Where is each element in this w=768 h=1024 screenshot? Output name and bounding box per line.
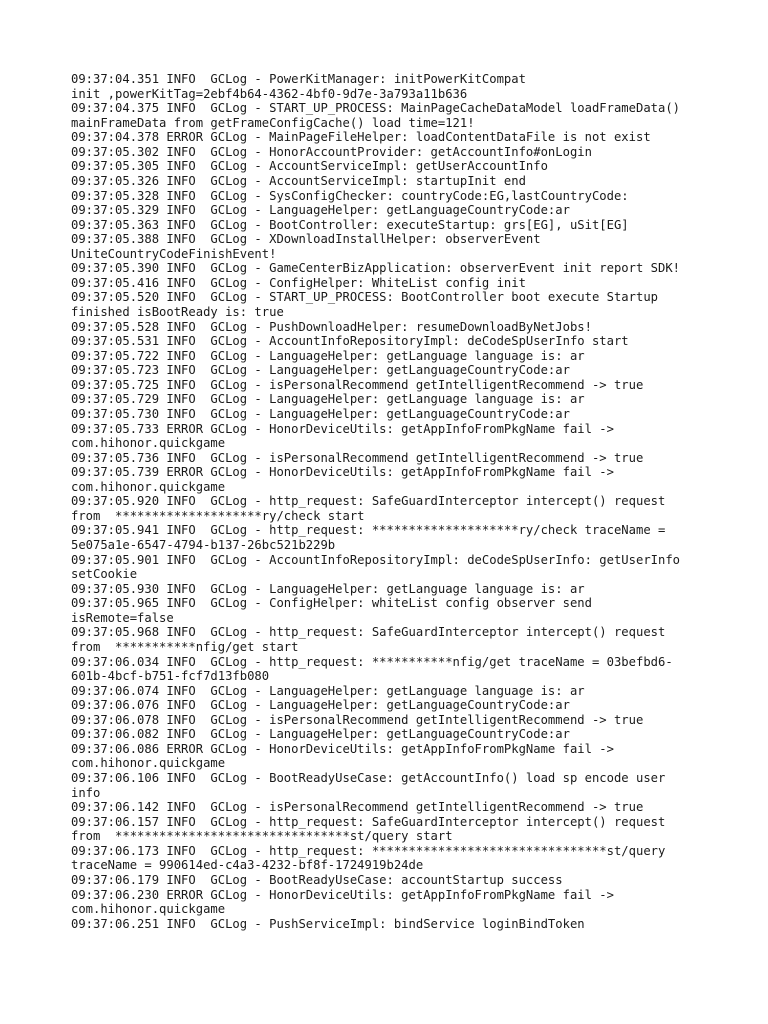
- log-line: 09:37:05.968 INFO GCLog - http_request: SafeGuardInterceptor intercept() request: [71, 625, 666, 640]
- log-line: 09:37:05.531 INFO GCLog - AccountInfoRepositoryImpl: deCodeSpUserInfo start: [71, 334, 629, 349]
- log-line: 09:37:05.302 INFO GCLog - HonorAccountProvider: getAccountInfo#onLogin: [71, 144, 592, 159]
- log-line: 09:37:06.076 INFO GCLog - LanguageHelper: getLanguageCountryCode:ar: [71, 698, 570, 713]
- log-line: 09:37:06.082 INFO GCLog - LanguageHelper: getLanguageCountryCode:ar: [71, 727, 570, 742]
- log-line: 09:37:06.078 INFO GCLog - isPersonalRecommend getIntelligentRecommend -> true: [71, 712, 644, 727]
- log-line: finished isBootReady is: true: [71, 305, 284, 319]
- log-line: 09:37:05.920 INFO GCLog - http_request: SafeGuardInterceptor intercept() request: [71, 494, 666, 509]
- log-line: UniteCountryCodeFinishEvent!: [71, 246, 277, 261]
- log-line: 09:37:05.723 INFO GCLog - LanguageHelper: getLanguageCountryCode:ar: [71, 363, 570, 378]
- log-line: info: [71, 785, 101, 800]
- log-line: from ********************************st/query start: [71, 829, 453, 844]
- log-line: isRemote=false: [71, 610, 174, 625]
- log-line: 09:37:05.725 INFO GCLog - isPersonalRecommend getIntelligentRecommend -> true: [71, 377, 644, 392]
- log-line: 09:37:04.378 ERROR GCLog - MainPageFileHelper: loadContentDataFile is not exist: [71, 130, 651, 145]
- log-line: 09:37:05.528 INFO GCLog - PushDownloadHelper: resumeDownloadByNetJobs!: [71, 319, 592, 334]
- log-line: 09:37:05.930 INFO GCLog - LanguageHelper: getLanguage language is: ar: [71, 581, 585, 596]
- log-line: 09:37:06.173 INFO GCLog - http_request: ********************************st/query: [71, 843, 666, 858]
- log-line: 09:37:05.328 INFO GCLog - SysConfigChecker: countryCode:EG,lastCountryCode:: [71, 188, 629, 203]
- log-line: 09:37:05.388 INFO GCLog - XDownloadInstallHelper: observerEvent: [71, 232, 541, 247]
- log-line: traceName = 990614ed-c4a3-4232-bf8f-1724919b24de: [71, 858, 424, 873]
- log-line: 09:37:05.730 INFO GCLog - LanguageHelper: getLanguageCountryCode:ar: [71, 406, 570, 421]
- log-line: 09:37:06.251 INFO GCLog - PushServiceImpl: bindService loginBindToken: [71, 916, 585, 931]
- log-line: 09:37:06.142 INFO GCLog - isPersonalRecommend getIntelligentRecommend -> true: [71, 800, 644, 815]
- log-line: 09:37:06.034 INFO GCLog - http_request: ***********nfig/get traceName = 03befbd6-: [71, 654, 673, 669]
- log-line: 09:37:05.416 INFO GCLog - ConfigHelper: WhiteList config init: [71, 275, 526, 290]
- log-line: from ********************ry/check start: [71, 508, 365, 523]
- log-line: 5e075a1e-6547-4794-b137-26bc521b229b: [71, 538, 336, 552]
- log-line: 09:37:05.729 INFO GCLog - LanguageHelper: getLanguage language is: ar: [71, 392, 585, 407]
- log-line: 09:37:05.941 INFO GCLog - http_request: ********************ry/check traceName =: [71, 523, 666, 538]
- log-line: 09:37:05.965 INFO GCLog - ConfigHelper: whiteList config observer send: [71, 596, 592, 611]
- log-line: 09:37:06.086 ERROR GCLog - HonorDeviceUtils: getAppInfoFromPkgName fail ->: [71, 741, 614, 756]
- log-line: 09:37:05.305 INFO GCLog - AccountServiceImpl: getUserAccountInfo: [71, 159, 548, 174]
- log-line: 09:37:04.375 INFO GCLog - START_UP_PROCESS: MainPageCacheDataModel loadFrameData(): [71, 101, 681, 116]
- log-line: setCookie: [71, 567, 138, 582]
- log-line: 09:37:05.901 INFO GCLog - AccountInfoRepositoryImpl: deCodeSpUserInfo: getUserInfo: [71, 552, 681, 567]
- log-line: 09:37:06.106 INFO GCLog - BootReadyUseCase: getAccountInfo() load sp encode user: [71, 771, 666, 785]
- log-line: 09:37:05.733 ERROR GCLog - HonorDeviceUtils: getAppInfoFromPkgName fail ->: [71, 421, 614, 436]
- log-line: from ***********nfig/get start: [71, 639, 299, 654]
- log-line: com.hihonor.quickgame: [71, 479, 226, 494]
- log-line: 09:37:04.351 INFO GCLog - PowerKitManager: initPowerKitCompat: [71, 72, 526, 86]
- log-line: 601b-4bcf-b751-fcf7d13fb080: [71, 669, 270, 684]
- log-line: 09:37:06.074 INFO GCLog - LanguageHelper: getLanguage language is: ar: [71, 683, 585, 698]
- log-line: com.hihonor.quickgame: [71, 756, 226, 771]
- log-line: 09:37:06.157 INFO GCLog - http_request: SafeGuardInterceptor intercept() request: [71, 814, 666, 829]
- log-line: 09:37:06.179 INFO GCLog - BootReadyUseCase: accountStartup success: [71, 872, 563, 887]
- log-line: 09:37:05.363 INFO GCLog - BootController: executeStartup: grs[EG], uSit[EG]: [71, 217, 629, 232]
- log-line: 09:37:05.722 INFO GCLog - LanguageHelper: getLanguage language is: ar: [71, 348, 585, 363]
- log-line: com.hihonor.quickgame: [71, 436, 226, 451]
- log-line: 09:37:06.230 ERROR GCLog - HonorDeviceUtils: getAppInfoFromPkgName fail ->: [71, 887, 614, 902]
- log-line: 09:37:05.329 INFO GCLog - LanguageHelper: getLanguageCountryCode:ar: [71, 203, 570, 218]
- log-line: com.hihonor.quickgame: [71, 902, 226, 917]
- log-line: 09:37:05.520 INFO GCLog - START_UP_PROCESS: BootController boot execute Startup: [71, 290, 658, 305]
- log-line: init ,powerKitTag=2ebf4b64-4362-4bf0-9d7e-3a793a11b636: [71, 86, 468, 101]
- log-line: 09:37:05.736 INFO GCLog - isPersonalRecommend getIntelligentRecommend -> true: [71, 450, 644, 465]
- log-line: 09:37:05.739 ERROR GCLog - HonorDeviceUtils: getAppInfoFromPkgName fail ->: [71, 465, 614, 480]
- log-text-block: [71, 72, 708, 931]
- log-line: 09:37:05.326 INFO GCLog - AccountServiceImpl: startupInit end: [71, 173, 526, 188]
- log-line: mainFrameData from getFrameConfigCache() load time=121!: [71, 115, 475, 130]
- log-line: 09:37:05.390 INFO GCLog - GameCenterBizApplication: observerEvent init report SDK!: [71, 261, 681, 276]
